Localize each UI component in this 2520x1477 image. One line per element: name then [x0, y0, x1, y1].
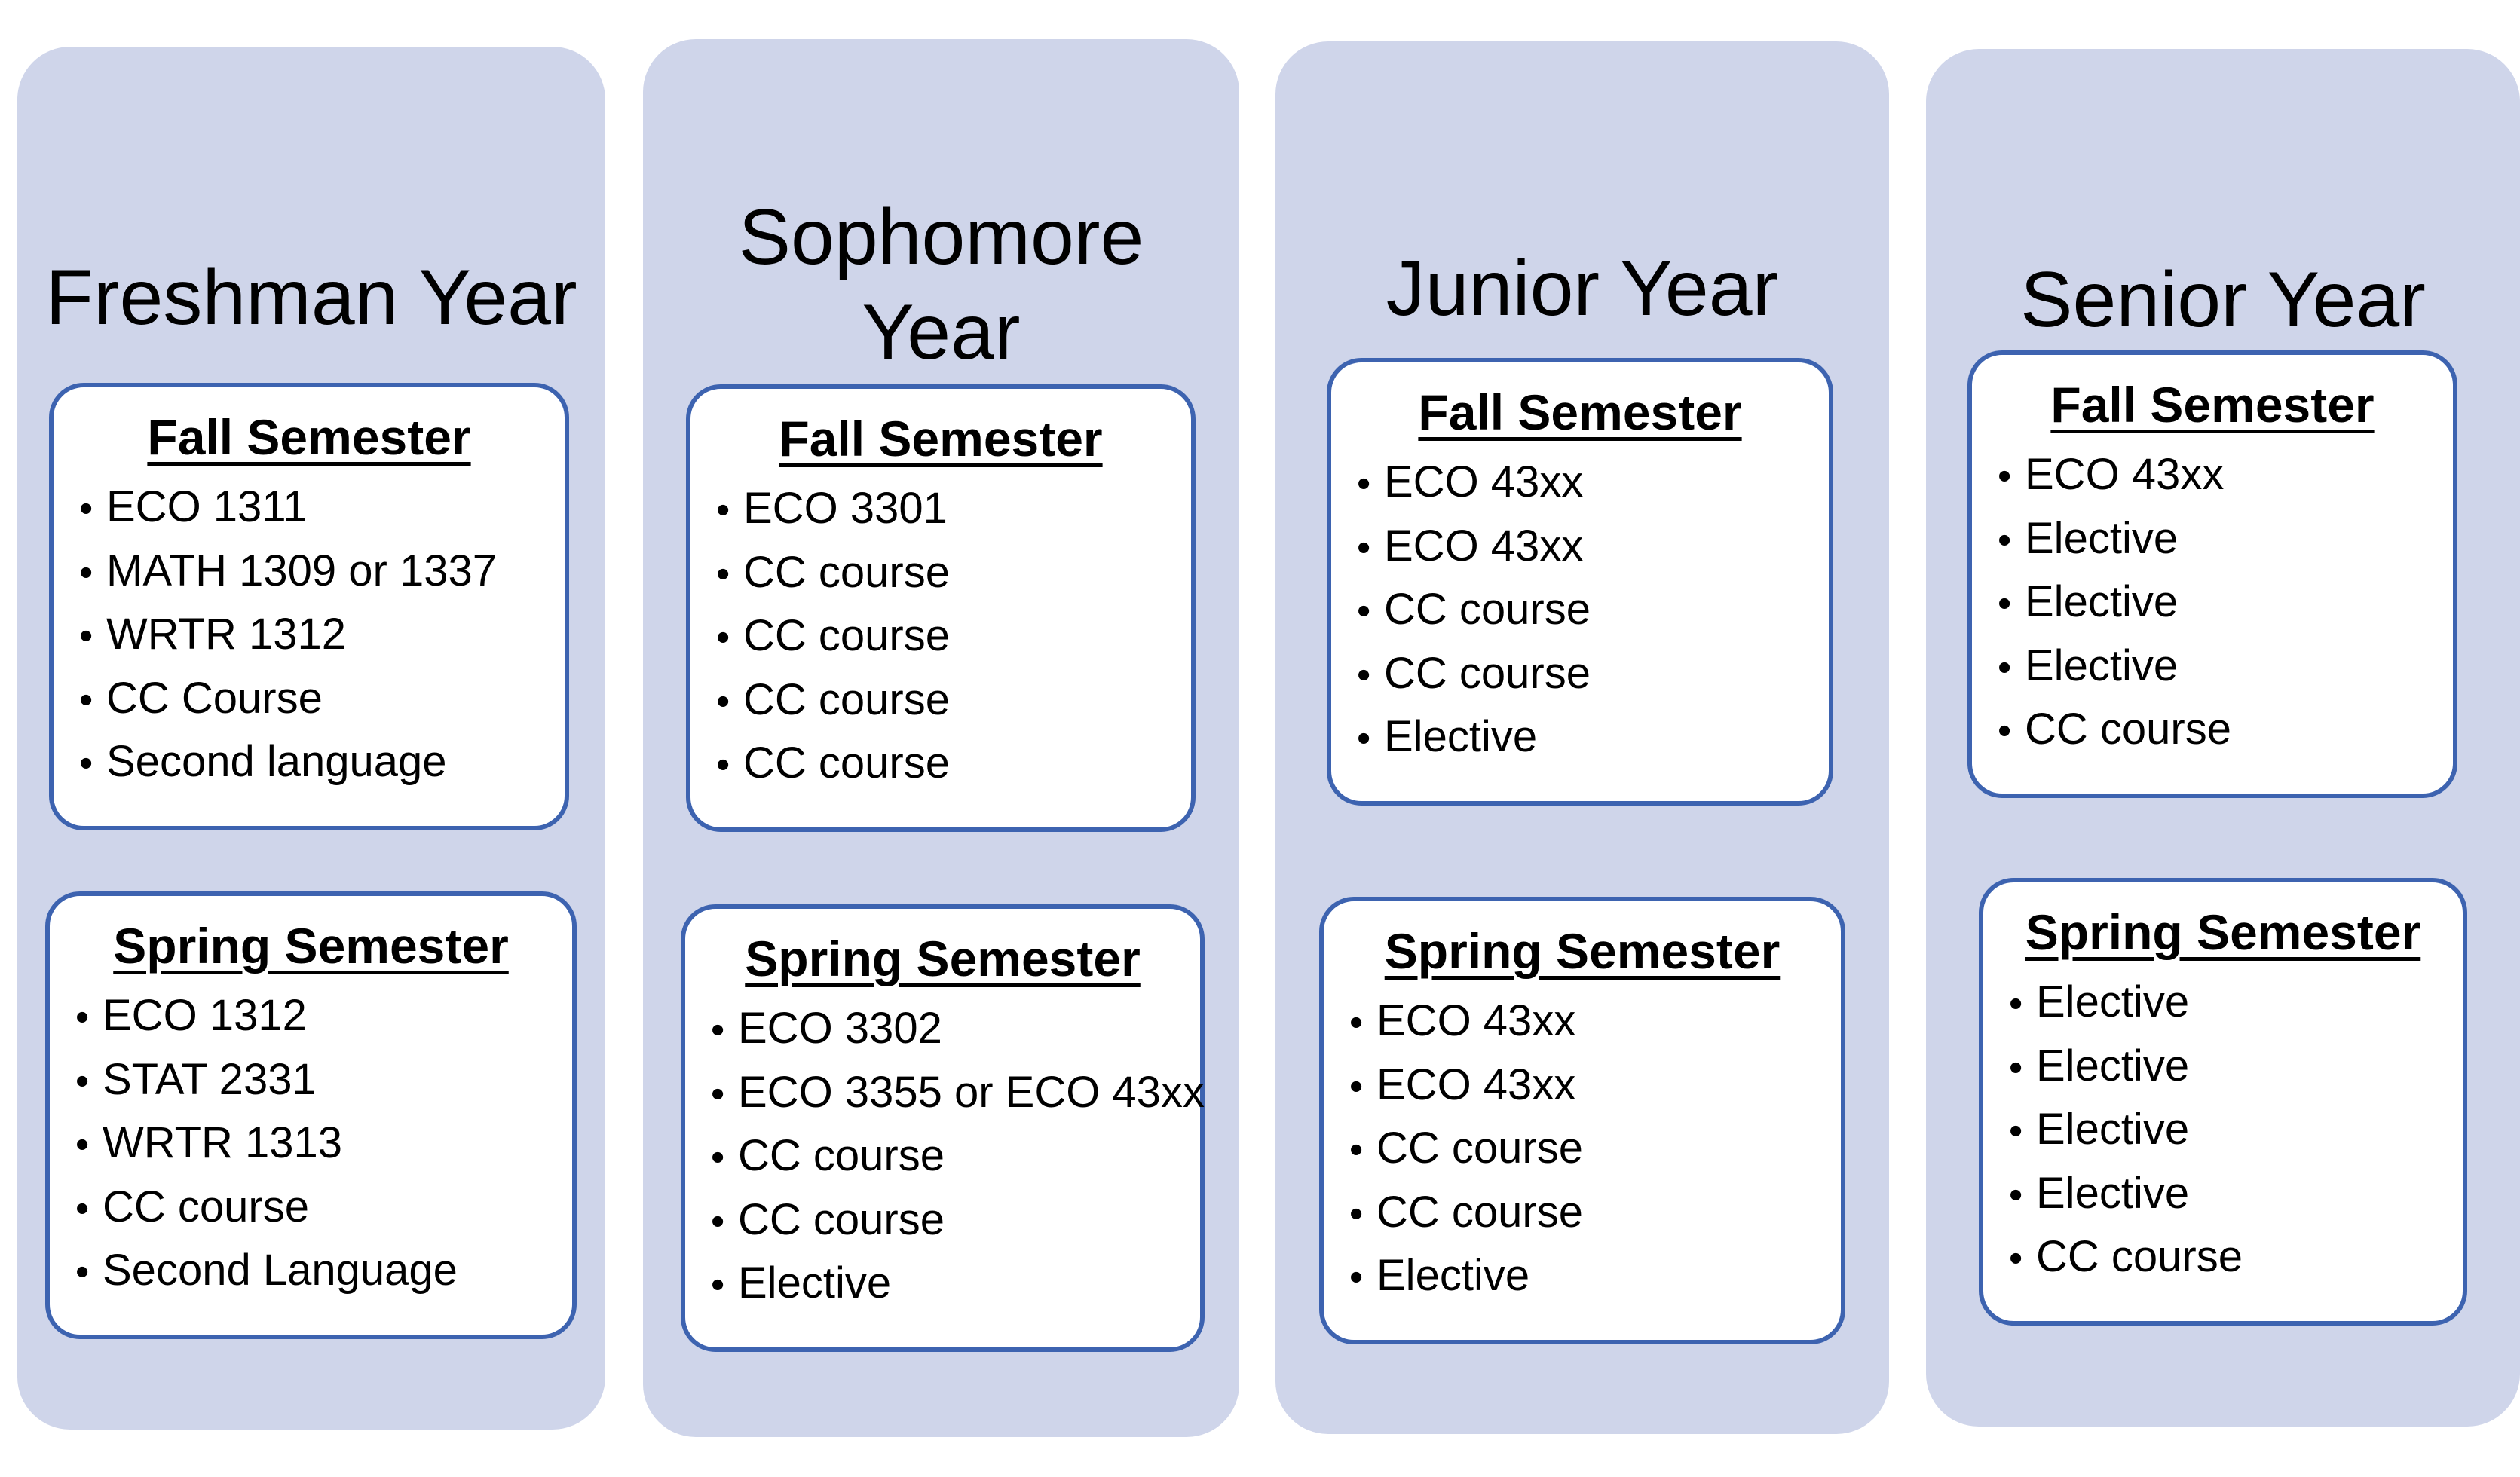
list-item: • ECO 43xx: [1349, 1054, 1841, 1118]
course-list: [1331, 451, 1829, 770]
bullet-icon: •: [1357, 589, 1371, 633]
list-item: • CC course: [711, 1189, 1200, 1253]
course-list: [690, 478, 1191, 797]
bullet-icon: •: [1357, 653, 1371, 697]
list-item: • CC course: [711, 1125, 1200, 1189]
bullet-icon: •: [716, 552, 730, 596]
bullet-icon: •: [75, 1123, 90, 1167]
semester-title: Spring Semester: [113, 918, 509, 974]
bullet-icon: •: [79, 742, 93, 785]
semester-title: Spring Semester: [745, 931, 1141, 986]
list-item: • ECO 3301: [716, 478, 1191, 542]
bullet-icon: •: [1349, 1255, 1364, 1299]
list-item: • STAT 2331: [75, 1049, 572, 1113]
list-item: • CC course: [1349, 1182, 1841, 1246]
bullet-icon: •: [2009, 1045, 2023, 1090]
list-item: • ECO 1312: [75, 985, 572, 1049]
year-title: Junior Year: [1386, 245, 1779, 332]
list-item: • ECO 3355 or ECO 43xx: [711, 1062, 1200, 1126]
list-item: • Elective: [2009, 1035, 2463, 1099]
semester-title: Spring Semester: [2025, 904, 2421, 960]
course-list: [1983, 971, 2463, 1290]
bullet-icon: •: [2009, 1109, 2023, 1153]
bullet-icon: •: [711, 1008, 725, 1052]
bullet-icon: •: [2009, 982, 2023, 1026]
bullet-icon: •: [79, 487, 93, 531]
semester-title: Fall Semester: [2050, 377, 2375, 433]
list-item: • CC course: [716, 605, 1191, 669]
bullet-icon: •: [716, 488, 730, 532]
semester-title: Fall Semester: [779, 411, 1103, 466]
bullet-icon: •: [711, 1072, 725, 1116]
course-list: [54, 476, 565, 795]
bullet-icon: •: [1349, 1128, 1364, 1172]
bullet-icon: •: [1349, 1191, 1364, 1236]
list-item: • Second Language: [75, 1240, 572, 1304]
bullet-icon: •: [1357, 717, 1371, 760]
semester-title: Fall Semester: [147, 409, 471, 465]
list-item: • WRTR 1312: [79, 604, 565, 668]
bullet-icon: •: [1357, 462, 1371, 506]
list-item: • WRTR 1313: [75, 1112, 572, 1176]
semester-box-sophomore-fall: [686, 384, 1196, 832]
bullet-icon: •: [79, 550, 93, 595]
list-item: • CC course: [1349, 1118, 1841, 1182]
bullet-icon: •: [716, 679, 730, 723]
list-item: • Elective: [711, 1252, 1200, 1316]
semester-title: Fall Semester: [1418, 384, 1742, 440]
list-item: • Elective: [2009, 1099, 2463, 1163]
list-item: • ECO 43xx: [1357, 451, 1829, 515]
course-list: [685, 998, 1205, 1316]
bullet-icon: •: [79, 677, 93, 722]
semester-box-junior-fall: [1327, 358, 1833, 806]
bullet-icon: •: [1998, 454, 2012, 498]
bullet-icon: •: [1998, 582, 2012, 625]
bullet-icon: •: [75, 1250, 90, 1294]
list-item: • Elective: [1998, 508, 2453, 572]
list-item: • CC course: [716, 542, 1191, 606]
list-item: • ECO 1311: [79, 476, 565, 540]
bullet-icon: •: [1349, 1064, 1364, 1109]
list-item: • CC course: [1357, 579, 1829, 643]
bullet-icon: •: [1998, 645, 2012, 690]
year-title: Senior Year: [2020, 256, 2426, 344]
bullet-icon: •: [75, 1186, 90, 1231]
list-item: • CC Course: [79, 668, 565, 732]
list-item: • CC course: [716, 669, 1191, 733]
list-item: • Elective: [2009, 971, 2463, 1035]
list-item: • ECO 43xx: [1349, 990, 1841, 1054]
bullet-icon: •: [1998, 709, 2012, 753]
bullet-icon: •: [1357, 525, 1371, 570]
semester-box-junior-spring: [1319, 897, 1845, 1344]
list-item: • CC course: [1998, 699, 2453, 763]
bullet-icon: •: [711, 1199, 725, 1243]
bullet-icon: •: [1349, 1001, 1364, 1044]
list-item: • ECO 3302: [711, 998, 1200, 1062]
bullet-icon: •: [1998, 518, 2012, 562]
semester-box-senior-spring: [1979, 878, 2467, 1326]
bullet-icon: •: [716, 616, 730, 659]
bullet-icon: •: [2009, 1237, 2023, 1280]
list-item: • Elective: [1998, 635, 2453, 699]
semester-box-senior-fall: [1967, 350, 2457, 798]
list-item: • ECO 43xx: [1357, 515, 1829, 579]
list-item: • Elective: [1998, 571, 2453, 635]
year-title: Sophomore Year: [738, 194, 1144, 376]
list-item: • Elective: [1349, 1245, 1841, 1309]
list-item: • ECO 43xx: [1998, 444, 2453, 508]
bullet-icon: •: [716, 743, 730, 787]
bullet-icon: •: [79, 614, 93, 658]
list-item: • Elective: [2009, 1163, 2463, 1227]
list-item: • CC course: [2009, 1226, 2463, 1290]
list-item: • MATH 1309 or 1337: [79, 540, 565, 604]
bullet-icon: •: [711, 1136, 725, 1179]
year-title: Freshman Year: [45, 254, 577, 341]
list-item: • CC course: [716, 732, 1191, 797]
bullet-icon: •: [2009, 1173, 2023, 1217]
bullet-icon: •: [75, 995, 90, 1039]
semester-title: Spring Semester: [1384, 923, 1781, 979]
bullet-icon: •: [75, 1059, 90, 1103]
course-list: [1324, 990, 1841, 1309]
semester-box-sophomore-spring: [681, 904, 1205, 1352]
course-list: [1972, 444, 2453, 763]
bullet-icon: •: [711, 1263, 725, 1307]
semester-box-freshman-spring: [45, 891, 577, 1339]
list-item: • CC course: [75, 1176, 572, 1240]
semester-box-freshman-fall: [49, 383, 569, 830]
list-item: • Second language: [79, 731, 565, 795]
list-item: • Elective: [1357, 706, 1829, 770]
course-list: [50, 985, 572, 1304]
list-item: • CC course: [1357, 643, 1829, 707]
